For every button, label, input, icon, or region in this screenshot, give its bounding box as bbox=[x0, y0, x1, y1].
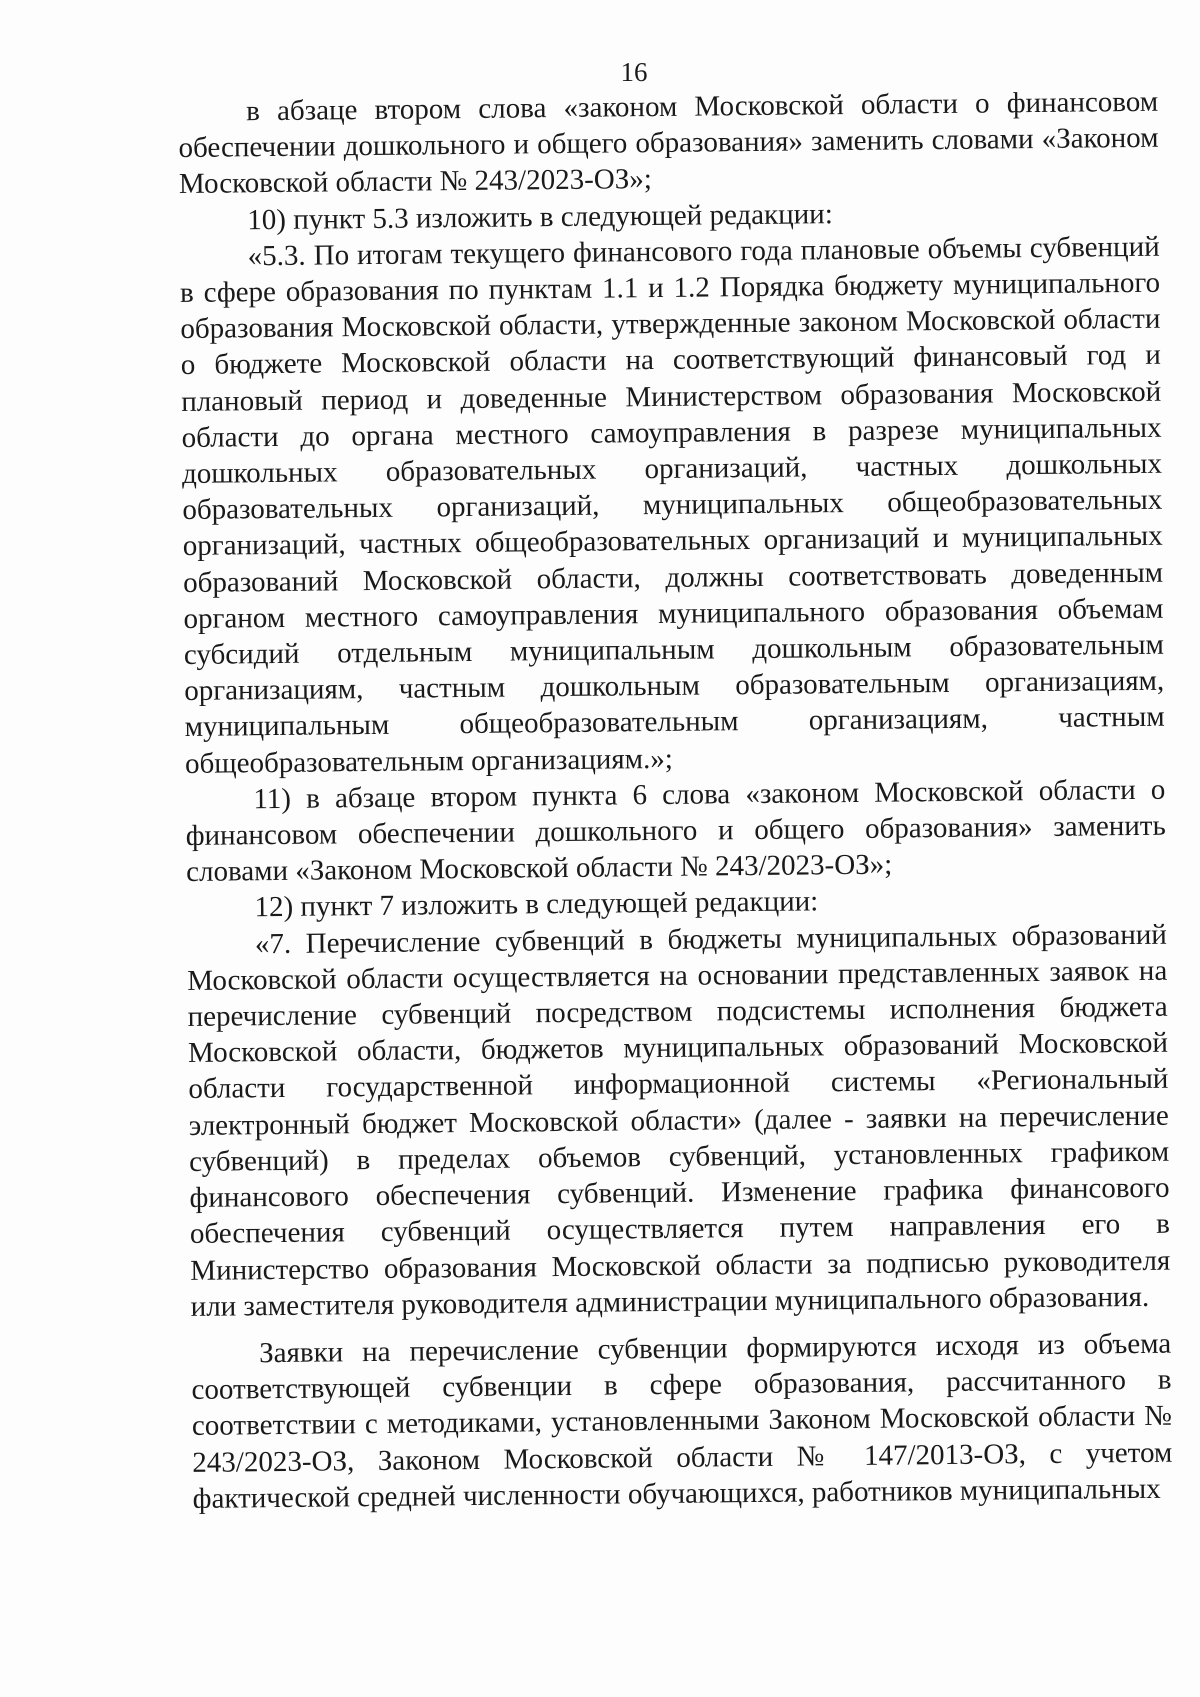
page-number: 16 bbox=[620, 57, 648, 87]
paragraph-zayavki: Заявки на перечисление субвенции формируются исходя из объема соответствующей субвенции в сфере образования, рассчитанного в соответствии с методиками, установленными Законом Московской области № 243/2023-ОЗ, Законом Московской области № 147/2013-ОЗ, с учетом фактической средней численности обучающихся, работников муниципальных bbox=[191, 1327, 1173, 1515]
paragraph-amend-abzac-vtoroy: в абзаце втором слова «законом Московской области о финансовом обеспечении дошкольного и общего образования» заменить словами «Законом Московской области № 243/2023-ОЗ»; bbox=[178, 85, 1159, 201]
paragraph-clause-7: «7. Перечисление субвенций в бюджеты муниципальных образований Московской области осуществляется на основании представленных заявок на перечисление субвенций посредством подсистемы исполнения бюджета Московской области, бюджетов муниципальных образований Московской области государственной информационной системы «Региональный электронный бюджет Московской области» (далее - заявки на перечисление субвенций) в пределах объемов субвенций, установленных графиком финансового обеспечения субвенций. Изменение графика финансового обеспечения субвенций осуществляется путем направления его в Министерство образования Московской области за подписью руководителя или заместителя руководителя администрации муниципального образования. bbox=[187, 918, 1171, 1323]
paragraph-item-10: 10) пункт 5.3 изложить в следующей редакции: bbox=[247, 197, 833, 236]
paragraph-item-11: 11) в абзаце втором пункта 6 слова «законом Московской области о финансовом обеспечении дошкольного и общего образования» заменить словами «Законом Московской области № 243/2023-ОЗ»; bbox=[185, 773, 1166, 889]
paragraph-item-12: 12) пункт 7 изложить в следующей редакции: bbox=[254, 885, 819, 924]
paragraph-clause-5-3: «5.3. По итогам текущего финансового года плановые объемы субвенций в сфере образования по пунктам 1.1 и 1.2 Порядка бюджету муниципального образования Московской области, утвержденные законом Московской области о бюджете Московской области на соответствующий финансовый год и плановый период и доведенные Министерством образования Московской области до органа местного самоуправления в разрезе муниципальных дошкольных образовательных организаций, частных дошкольных образовательных организаций, муниципальных общеобразовательных организаций, частных общеобразовательных организаций и муниципальных образований Московской области, должны соответствовать доведенным органом местного самоуправления муниципального образования объемам субсидий отдельным муниципальным дошкольным образовательным организациям, частным дошкольным образовательным организациям, муниципальным общеобразовательным организациям, частным общеобразовательным организациям.»; bbox=[179, 230, 1165, 780]
document-body bbox=[178, 84, 1173, 1517]
